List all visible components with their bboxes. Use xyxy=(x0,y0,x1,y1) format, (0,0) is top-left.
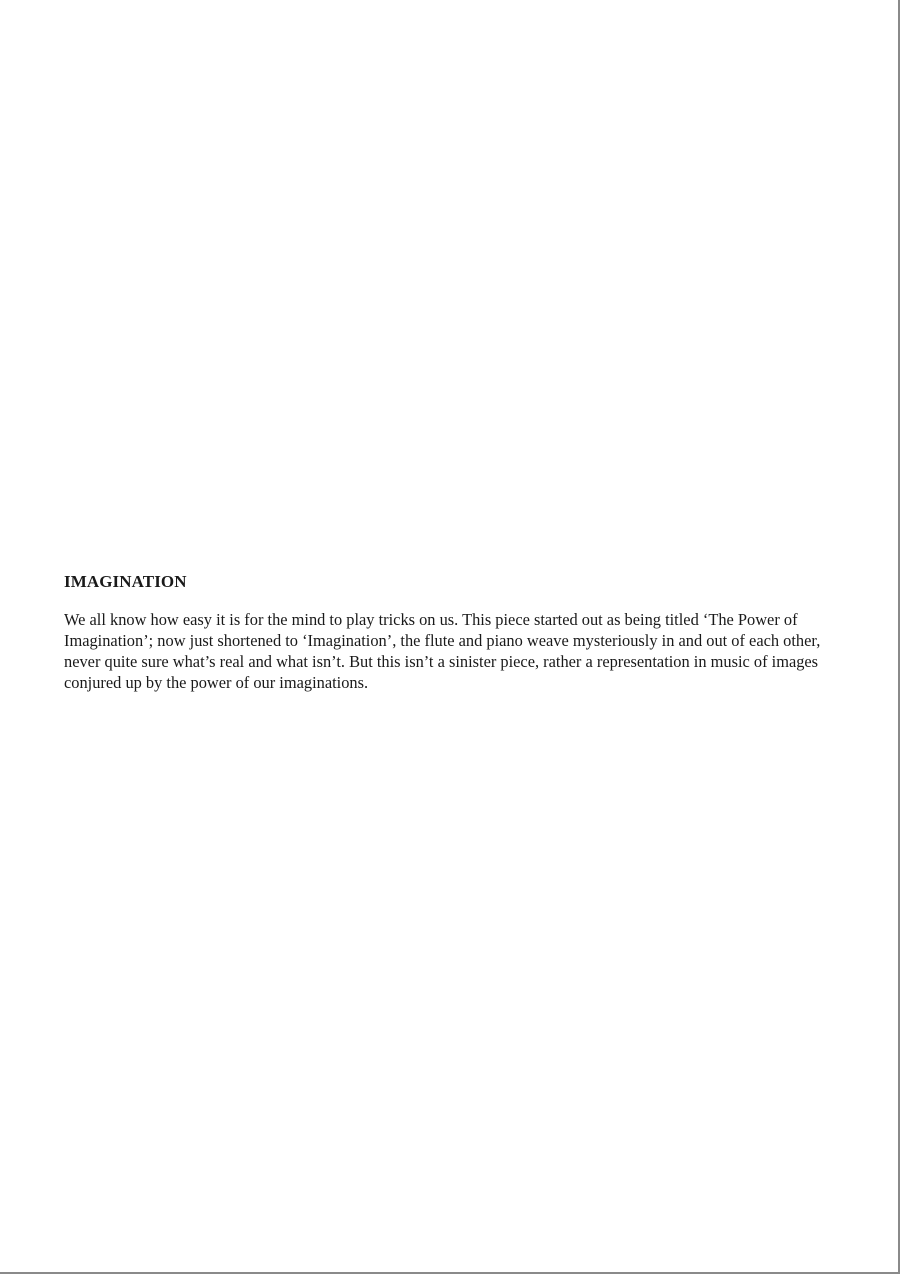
program-note xyxy=(64,571,824,693)
section-paragraph: We all know how easy it is for the mind to play tricks on us. This piece started out as being titled ‘The Power of Imagination’; now just shortened to ‘Imagination’, the flute and piano weave mysteriously in and out of each other, never quite sure what’s real and what isn’t. But this isn’t a sinister piece, rather a representation in music of images conjured up by the power of our imaginations. xyxy=(64,610,821,692)
section-heading: IMAGINATION xyxy=(64,572,187,591)
